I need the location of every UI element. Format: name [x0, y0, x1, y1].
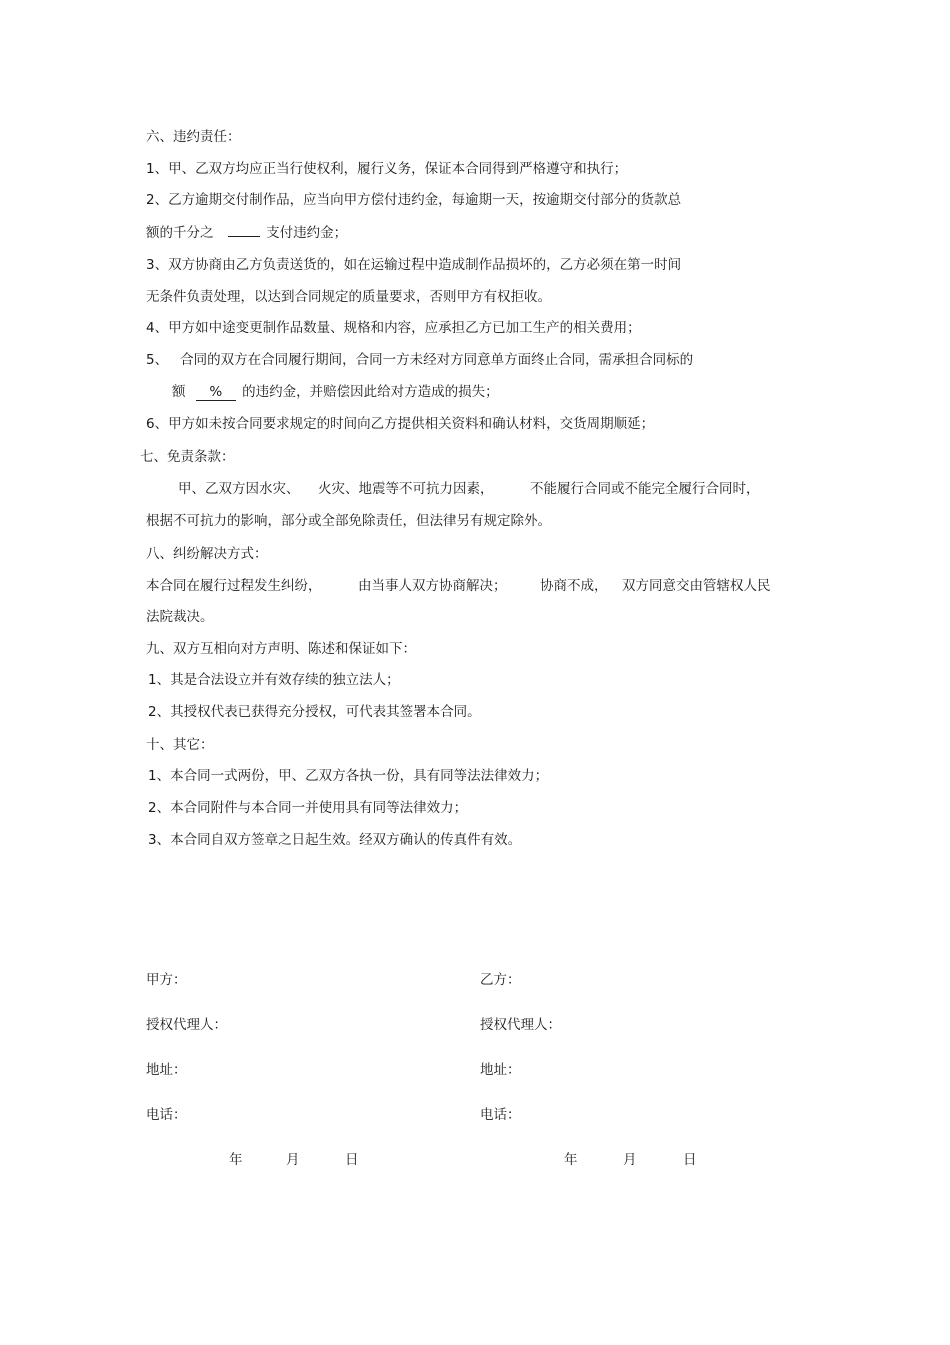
section-10-heading: 十、其它： — [146, 737, 214, 753]
party-a-agent-label: 授权代理人： — [146, 1017, 227, 1033]
party-a-date-year: 年 — [229, 1152, 243, 1168]
party-a-label: 甲方： — [146, 972, 187, 988]
section-7-paragraph-line-2: 根据不可抗力的影响，部分或全部免除责任，但法律另有规定除外。 — [146, 513, 551, 529]
party-b-label: 乙方： — [480, 972, 521, 988]
section-6-item-2-line-2 — [146, 224, 347, 242]
percent-blank: % — [196, 384, 236, 401]
section-6-item-3-line-1: 3、双方协商由乙方负责送货的，如在运输过程中造成制作品损坏的，乙方必须在第一时间 — [146, 257, 682, 273]
section-6-item-5-line-2 — [172, 383, 499, 401]
section-8-paragraph-part-4: 双方同意交由管辖权人民 — [622, 578, 771, 594]
party-b-agent-label: 授权代理人： — [480, 1017, 561, 1033]
section-8-paragraph-line-2: 法院裁决。 — [146, 609, 214, 625]
party-a-address-label: 地址： — [146, 1062, 187, 1078]
party-b-phone-label: 电话： — [480, 1107, 521, 1123]
item-5-number: 5、 — [146, 352, 169, 368]
section-10-item-1: 1、本合同一式两份，甲、乙双方各执一份，具有同等法法律效力； — [148, 768, 549, 784]
section-6-item-2-line-1: 2、乙方逾期交付制作品，应当向甲方偿付违约金，每逾期一天，按逾期交付部分的货款总 — [146, 192, 682, 208]
party-b-date-year: 年 — [564, 1152, 578, 1168]
party-b-date-day: 日 — [683, 1152, 697, 1168]
party-a-phone-label: 电话： — [146, 1107, 187, 1123]
section-6-heading: 六、违约责任： — [146, 129, 241, 145]
item-2-prefix: 额的千分之 — [146, 225, 214, 241]
section-8-paragraph-part-3: 协商不成， — [540, 578, 608, 594]
section-9-item-1: 1、其是合法设立并有效存续的独立法人； — [148, 672, 400, 688]
section-9-item-2: 2、其授权代表已获得充分授权，可代表其签署本合同。 — [148, 704, 481, 720]
section-6-item-3-line-2: 无条件负责处理，以达到合同规定的质量要求，否则甲方有权拒收。 — [146, 289, 551, 305]
section-7-heading: 七、免责条款： — [140, 449, 235, 465]
section-6-item-5-line-1 — [146, 351, 693, 369]
party-b-date-month: 月 — [623, 1152, 637, 1168]
section-7-paragraph-part-1: 甲、乙双方因水灾、 — [178, 481, 300, 497]
section-6-item-6: 6、甲方如未按合同要求规定的时间向乙方提供相关资料和确认材料，交货周期顺延； — [146, 416, 655, 432]
party-a-date-day: 日 — [345, 1152, 359, 1168]
per-mille-blank — [228, 236, 260, 237]
section-6-item-1: 1、甲、乙双方均应正当行使权利，履行义务，保证本合同得到严格遵守和执行； — [146, 161, 628, 177]
section-7-paragraph-part-3: 不能履行合同或不能完全履行合同时， — [530, 481, 760, 497]
section-6-item-4: 4、甲方如中途变更制作品数量、规格和内容，应承担乙方已加工生产的相关费用； — [146, 320, 641, 336]
item-5-prefix: 额 — [172, 384, 186, 400]
section-8-paragraph-part-2: 由当事人双方协商解决； — [358, 578, 507, 594]
party-a-date-month: 月 — [286, 1152, 300, 1168]
item-5-suffix: 的违约金，并赔偿因此给对方造成的损失； — [242, 384, 499, 400]
section-8-paragraph-part-1: 本合同在履行过程发生纠纷， — [146, 578, 322, 594]
item-5-text: 合同的双方在合同履行期间，合同一方未经对方同意单方面终止合同，需承担合同标的 — [180, 352, 694, 368]
section-10-item-3: 3、本合同自双方签章之日起生效。经双方确认的传真件有效。 — [148, 832, 522, 848]
party-b-address-label: 地址： — [480, 1062, 521, 1078]
section-10-item-2: 2、本合同附件与本合同一并使用具有同等法律效力； — [148, 800, 468, 816]
section-9-heading: 九、双方互相向对方声明、陈述和保证如下： — [146, 641, 416, 657]
item-2-suffix: 支付违约金； — [266, 225, 348, 241]
section-7-paragraph-part-2: 火灾、地震等不可抗力因素， — [318, 481, 494, 497]
section-8-heading: 八、纠纷解决方式： — [146, 546, 268, 562]
